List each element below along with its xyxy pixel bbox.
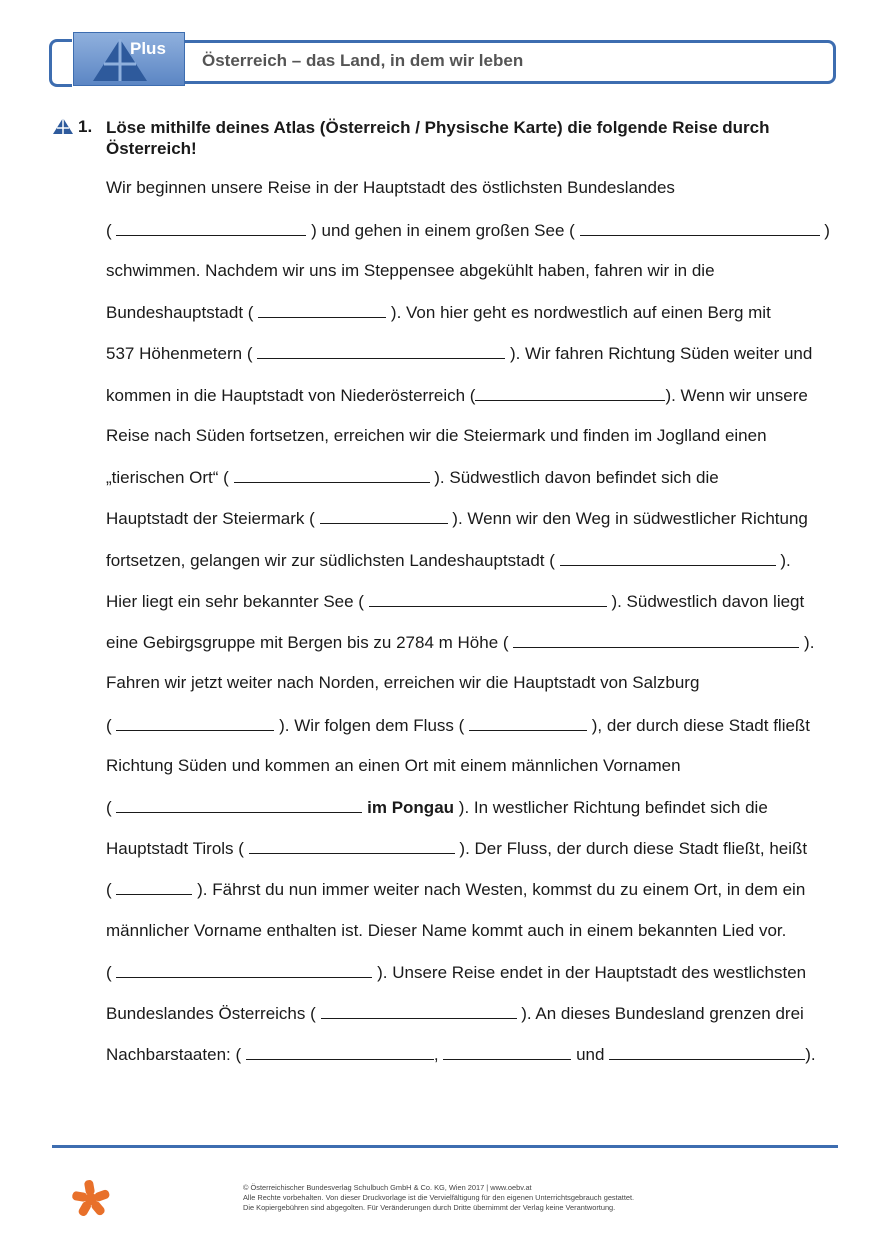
text-line: 537 Höhenmetern ( ). Wir fahren Richtung Süden weiter und — [106, 344, 813, 363]
plus-logo — [73, 32, 185, 86]
task-triangle-icon — [53, 118, 73, 134]
text-line: ( ). Unsere Reise endet in der Hauptstadt des westlichsten — [106, 963, 807, 982]
answer-blank[interactable] — [234, 466, 430, 483]
text-line: Richtung Süden und kommen an einen Ort mit einem männlichen Vornamen — [106, 756, 681, 775]
publisher-logo-icon — [70, 1178, 112, 1220]
text-line: Hauptstadt der Steiermark ( ). Wenn wir den Weg in südwestlicher Richtung — [106, 509, 808, 528]
footer-rights: Alle Rechte vorbehalten. Von dieser Druckvorlage ist die Vervielfältigung für den eigenen Unterrichtsgebrauch gestattet. — [243, 1193, 635, 1202]
text-line: Hier liegt ein sehr bekannter See ( ). Südwestlich davon liegt — [106, 592, 805, 611]
text-line: fortsetzen, gelangen wir zur südlichsten Landeshauptstadt ( ). — [106, 551, 791, 570]
text-line: Fahren wir jetzt weiter nach Norden, erreichen wir die Hauptstadt von Salzburg — [106, 673, 700, 692]
text-line: kommen in die Hauptstadt von Niederösterreich ( ). Wenn wir unsere — [106, 386, 808, 405]
answer-blank[interactable] — [116, 714, 274, 731]
footer-copyright: © Österreichischer Bundesverlag Schulbuch GmbH & Co. KG, Wien 2017 | www.oebv.at — [243, 1183, 532, 1192]
text-line: Nachbarstaaten: ( , und ). — [106, 1045, 816, 1064]
text-line: ( ). Wir folgen dem Fluss ( ), der durch diese Stadt fließt — [106, 716, 811, 735]
text-line: Wir beginnen unsere Reise in der Hauptstadt des östlichsten Bundeslandes — [106, 178, 675, 197]
answer-blank[interactable] — [116, 878, 192, 895]
text-line: Bundeslandes Österreichs ( ). An dieses Bundesland grenzen drei — [106, 1004, 804, 1023]
answer-blank[interactable] — [116, 219, 306, 236]
logo-label: Plus — [130, 39, 166, 58]
answer-blank[interactable] — [580, 219, 820, 236]
text-line: schwimmen. Nachdem wir uns im Steppensee abgekühlt haben, fahren wir in die — [106, 261, 715, 280]
answer-blank[interactable] — [246, 1043, 434, 1060]
text-line: Reise nach Süden fortsetzen, erreichen wir die Steiermark und finden im Joglland einen — [106, 426, 767, 445]
answer-blank[interactable] — [513, 631, 799, 648]
text-line: Bundeshauptstadt ( ). Von hier geht es nordwestlich auf einen Berg mit — [106, 303, 771, 322]
text-line: ( im Pongau ). In westlicher Richtung befindet sich die — [106, 798, 768, 817]
task-instruction: Löse mithilfe deines Atlas (Österreich / Physische Karte) die folgende Reise durch Österreich! — [106, 118, 770, 158]
footer-legal — [243, 1183, 803, 1213]
text-line: „tierischen Ort“ ( ). Südwestlich davon befindet sich die — [106, 468, 719, 487]
answer-blank[interactable] — [116, 796, 362, 813]
answer-blank[interactable] — [443, 1043, 571, 1060]
answer-blank[interactable] — [475, 384, 665, 401]
answer-blank[interactable] — [560, 549, 776, 566]
page-title: Österreich – das Land, in dem wir leben — [202, 51, 524, 70]
header-left-bracket — [49, 39, 72, 87]
task-number: 1. — [78, 117, 93, 136]
text-line: ( ) und gehen in einem großen See ( ) — [106, 221, 830, 240]
answer-blank[interactable] — [609, 1043, 805, 1060]
answer-blank[interactable] — [249, 837, 455, 854]
footer-rule — [52, 1145, 838, 1148]
answer-blank[interactable] — [369, 590, 607, 607]
answer-blank[interactable] — [257, 342, 505, 359]
answer-blank[interactable] — [116, 961, 372, 978]
text-line: ( ). Fährst du nun immer weiter nach Westen, kommst du zu einem Ort, in dem ein — [106, 880, 806, 899]
answer-blank[interactable] — [320, 507, 448, 524]
text-line: eine Gebirgsgruppe mit Bergen bis zu 2784 m Höhe ( ). — [106, 633, 815, 652]
answer-blank[interactable] — [469, 714, 587, 731]
text-line: männlicher Vorname enthalten ist. Dieser Name kommt auch in einem bekannten Lied vor. — [106, 921, 787, 940]
text-line: Hauptstadt Tirols ( ). Der Fluss, der durch diese Stadt fließt, heißt — [106, 839, 808, 858]
answer-blank[interactable] — [321, 1002, 517, 1019]
answer-blank[interactable] — [258, 301, 386, 318]
footer-fees: Die Kopiergebühren sind abgegolten. Für Veränderungen durch Dritte übernimmt der Verlag keine Verantwortung. — [243, 1203, 616, 1212]
